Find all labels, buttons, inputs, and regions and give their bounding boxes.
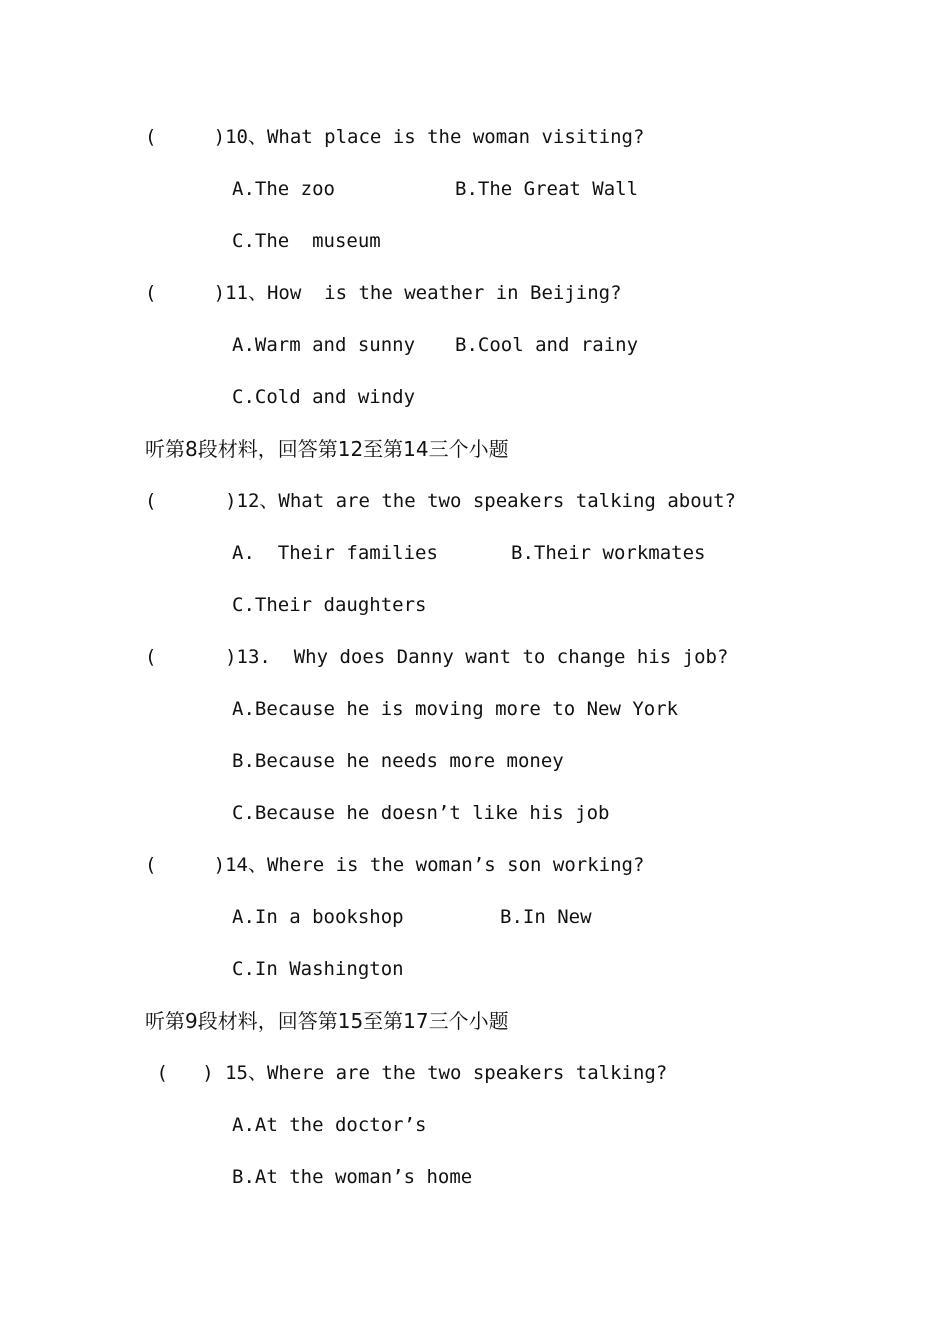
- option-14-a: A.In a bookshop: [232, 906, 404, 928]
- question-10-options-row: [232, 174, 832, 204]
- option-13-b: B.Because he needs more money: [232, 750, 564, 772]
- option-11-a: A.Warm and sunny: [232, 334, 416, 356]
- question-14-stem: ( )14、Where is the woman’s son working?: [145, 854, 645, 876]
- question-15-stem: ( ) 15、Where are the two speakers talking?: [145, 1062, 668, 1084]
- option-10-a: A.The zoo: [232, 178, 335, 200]
- question-10-stem: ( )10、What place is the woman visiting?: [145, 126, 645, 148]
- option-11-c: C.Cold and windy: [232, 386, 416, 408]
- option-12-a: A. Their families: [232, 542, 438, 564]
- section-9-heading: 听第9段材料，回答第15至第17三个小题: [145, 1009, 509, 1033]
- option-15-a: A.At the doctor’s: [232, 1114, 427, 1136]
- option-10-c: C.The museum: [232, 230, 381, 252]
- option-14-c: C.In Washington: [232, 958, 404, 980]
- option-13-c: C.Because he doesn’t like his job: [232, 802, 610, 824]
- section-8-heading: 听第8段材料，回答第12至第14三个小题: [145, 437, 509, 461]
- option-15-b: B.At the woman’s home: [232, 1166, 473, 1188]
- question-11-options-row: [232, 330, 832, 360]
- question-14-options-row: [232, 902, 832, 932]
- question-12-stem: ( )12、What are the two speakers talking about?: [145, 490, 736, 512]
- option-12-c: C.Their daughters: [232, 594, 427, 616]
- option-13-a: A.Because he is moving more to New York: [232, 698, 679, 720]
- question-13-stem: ( )13. Why does Danny want to change his job?: [145, 646, 729, 668]
- option-11-b: B.Cool and rainy: [455, 334, 639, 356]
- question-11-stem: ( )11、How is the weather in Beijing?: [145, 282, 622, 304]
- option-12-b: B.Their workmates: [511, 542, 706, 564]
- option-10-b: B.The Great Wall: [455, 178, 639, 200]
- question-12-options-row: [232, 538, 832, 568]
- option-14-b: B.In New: [500, 906, 592, 928]
